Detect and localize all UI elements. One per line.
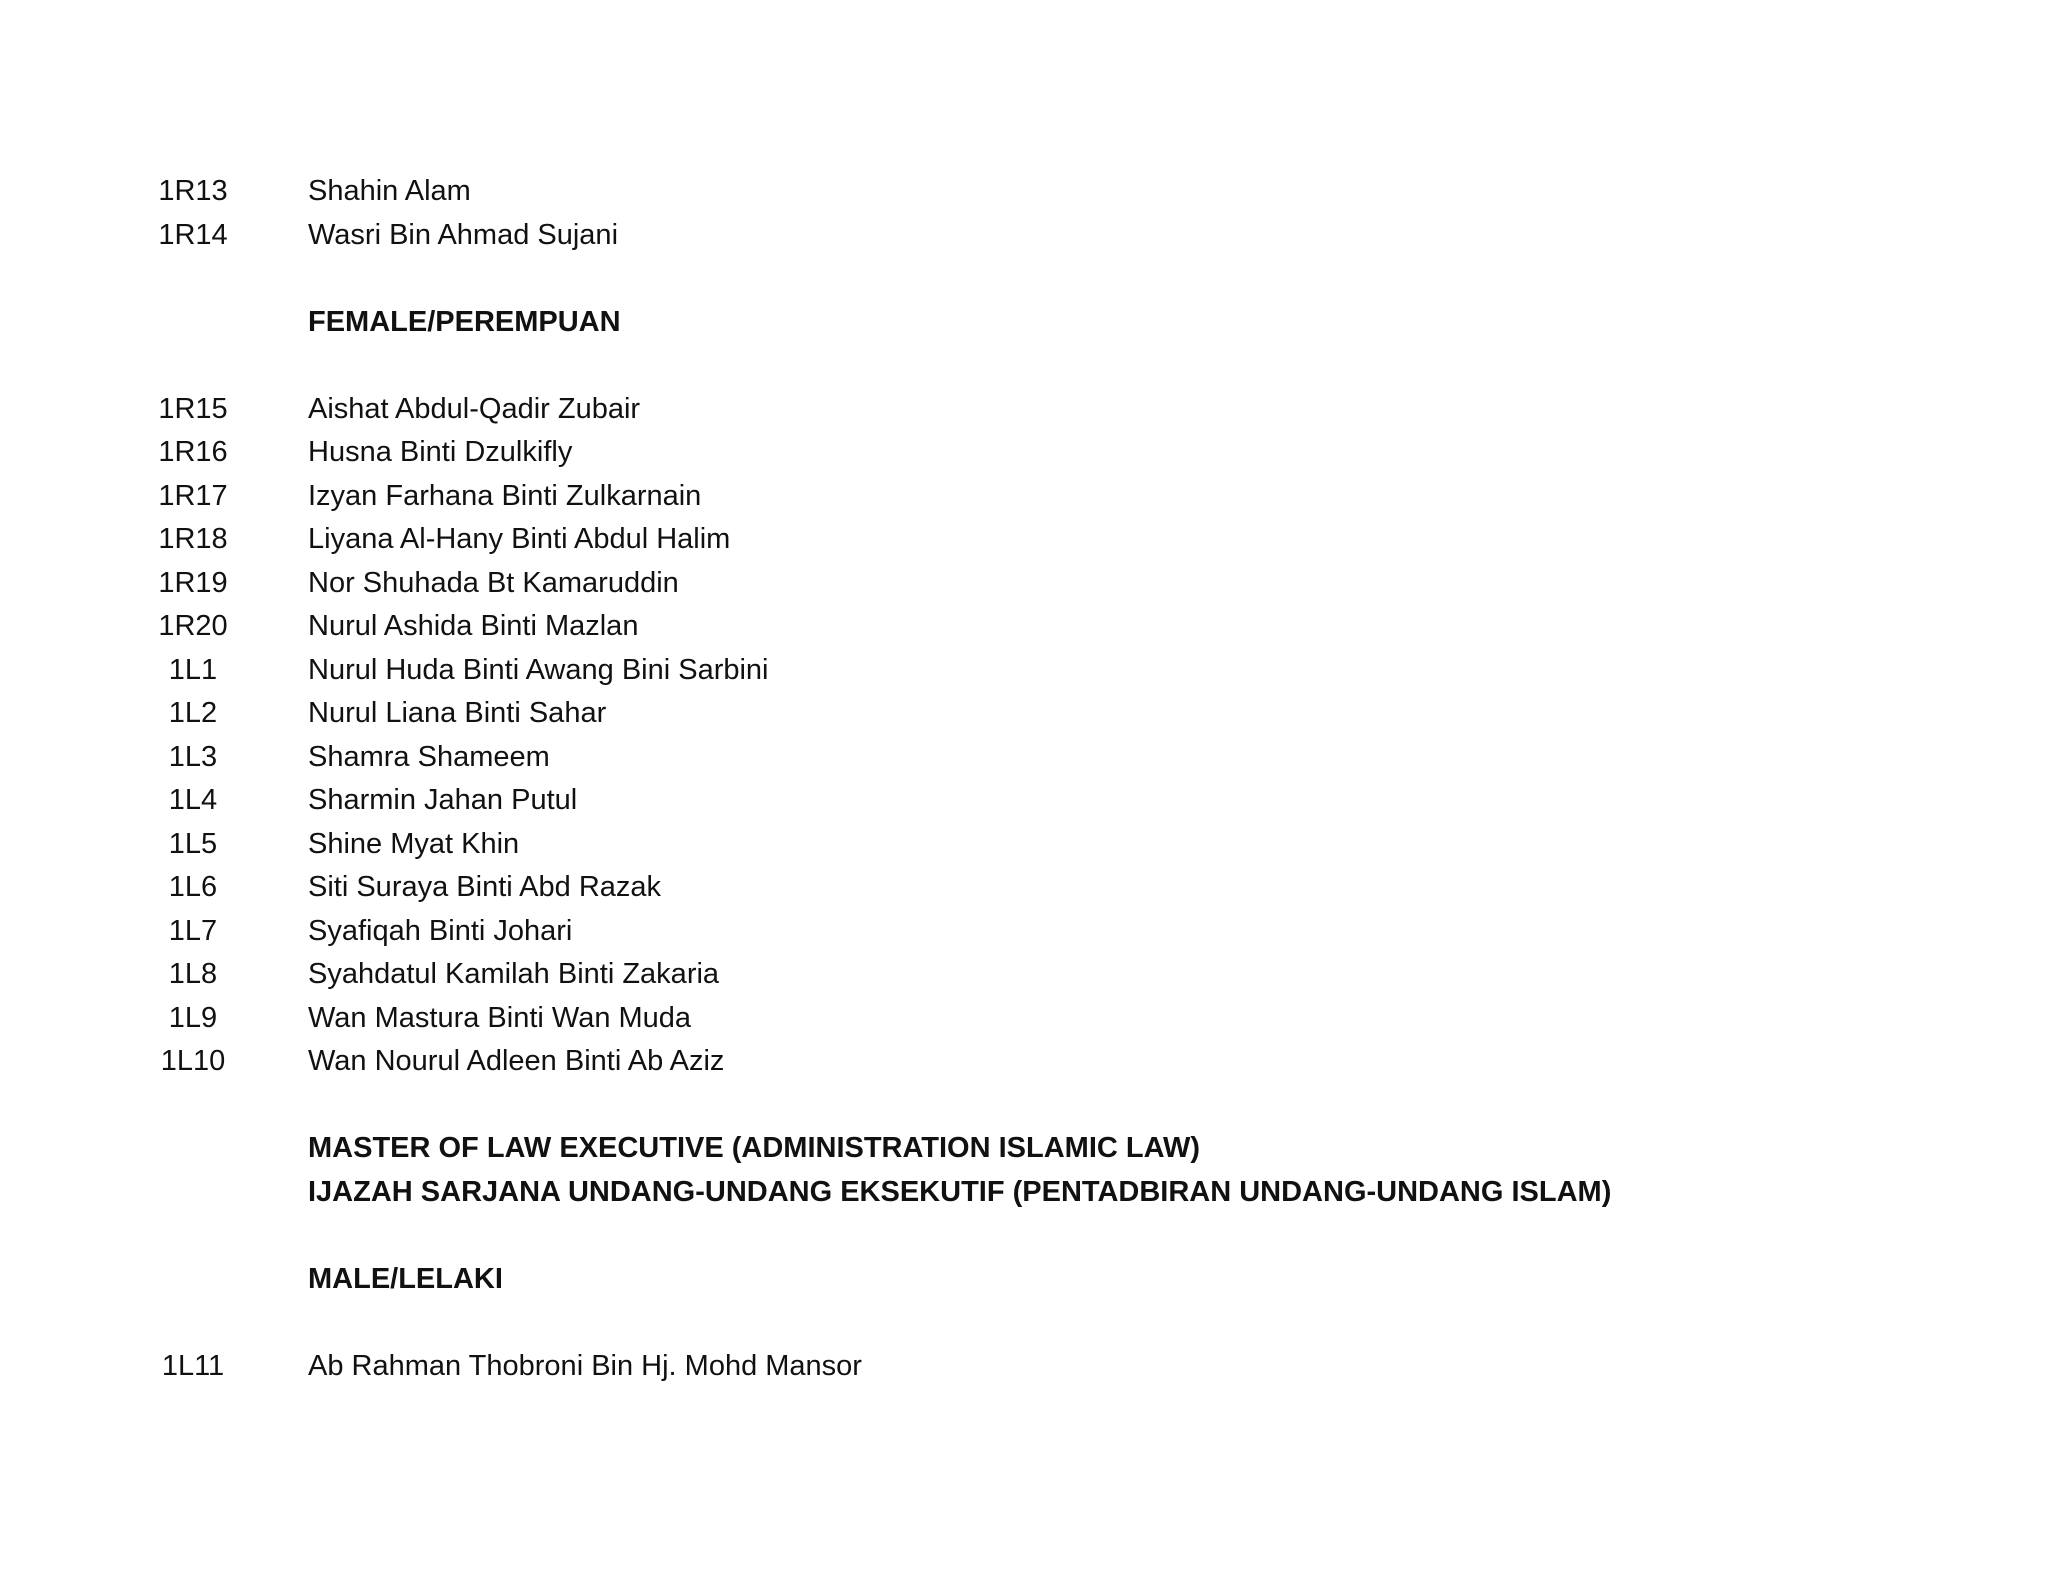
list-item bbox=[0, 605, 2048, 649]
entry-name: Wan Mastura Binti Wan Muda bbox=[308, 1001, 692, 1034]
list-item bbox=[0, 518, 2048, 562]
entry-name: Ab Rahman Thobroni Bin Hj. Mohd Mansor bbox=[308, 1349, 862, 1382]
male-heading-text: MALE/LELAKI bbox=[308, 1262, 503, 1295]
list-item bbox=[0, 1040, 2048, 1084]
entry-name: Wasri Bin Ahmad Sujani bbox=[308, 218, 619, 251]
entry-code: 1L11 bbox=[161, 1349, 225, 1382]
entry-name: Syafiqah Binti Johari bbox=[308, 914, 573, 947]
entry-name: Shahin Alam bbox=[308, 175, 471, 207]
program-title-en bbox=[0, 1127, 2048, 1171]
entry-code: 1L1 bbox=[168, 653, 218, 686]
entry-name: Syahdatul Kamilah Binti Zakaria bbox=[308, 958, 720, 990]
list-item bbox=[0, 953, 2048, 997]
entry-name: Nurul Huda Binti Awang Bini Sarbini bbox=[308, 653, 769, 686]
entry-code: 1R19 bbox=[158, 566, 228, 599]
entry-code: 1R14 bbox=[158, 218, 228, 251]
entry-name: Husna Binti Dzulkifly bbox=[308, 436, 573, 468]
entry-code: 1R20 bbox=[158, 610, 228, 642]
entry-name: Izyan Farhana Binti Zulkarnain bbox=[308, 479, 702, 512]
spacer bbox=[0, 1214, 2048, 1258]
entry-code: 1L8 bbox=[168, 958, 218, 990]
list-item bbox=[0, 214, 2048, 258]
male-heading bbox=[0, 1258, 2048, 1302]
list-item bbox=[0, 431, 2048, 475]
female-heading bbox=[0, 301, 2048, 345]
list-item bbox=[0, 649, 2048, 693]
list-item bbox=[0, 779, 2048, 823]
list-item bbox=[0, 388, 2048, 432]
entry-code: 1L3 bbox=[168, 740, 218, 773]
entry-name: Nurul Liana Binti Sahar bbox=[308, 697, 607, 729]
entry-name: Sharmin Jahan Putul bbox=[308, 784, 578, 816]
spacer bbox=[0, 1301, 2048, 1345]
entry-code: 1L4 bbox=[168, 784, 218, 816]
entry-code: 1L10 bbox=[160, 1045, 226, 1077]
entry-code: 1R17 bbox=[158, 479, 228, 512]
entry-name: Wan Nourul Adleen Binti Ab Aziz bbox=[308, 1045, 725, 1077]
entry-code: 1R16 bbox=[158, 436, 228, 468]
female-heading-text: FEMALE/PEREMPUAN bbox=[308, 305, 621, 338]
entry-code: 1L7 bbox=[168, 914, 218, 947]
program-title-ms bbox=[0, 1171, 2048, 1215]
list-item bbox=[0, 562, 2048, 606]
list-item bbox=[0, 170, 2048, 214]
entry-name: Siti Suraya Binti Abd Razak bbox=[308, 871, 662, 903]
spacer bbox=[0, 344, 2048, 388]
entry-name: Shine Myat Khin bbox=[308, 827, 520, 860]
list-item bbox=[0, 997, 2048, 1041]
list-item bbox=[0, 823, 2048, 867]
list-item bbox=[0, 1345, 2048, 1389]
entry-code: 1L9 bbox=[168, 1001, 218, 1034]
list-item bbox=[0, 866, 2048, 910]
entry-name: Shamra Shameem bbox=[308, 740, 550, 773]
list-item bbox=[0, 910, 2048, 954]
entry-code: 1L5 bbox=[168, 827, 218, 860]
list-item bbox=[0, 736, 2048, 780]
list-item bbox=[0, 475, 2048, 519]
entry-code: 1L6 bbox=[168, 871, 218, 903]
entry-code: 1R18 bbox=[158, 523, 228, 555]
entry-name: Liyana Al-Hany Binti Abdul Halim bbox=[308, 523, 731, 555]
list-item bbox=[0, 692, 2048, 736]
program-title-en-text: MASTER OF LAW EXECUTIVE (ADMINISTRATION ISLAMIC LAW) bbox=[308, 1132, 1200, 1164]
spacer bbox=[0, 1084, 2048, 1128]
entry-code: 1L2 bbox=[168, 697, 218, 729]
spacer bbox=[0, 257, 2048, 301]
entry-code: 1R13 bbox=[158, 175, 228, 207]
entry-code: 1R15 bbox=[158, 392, 228, 425]
program-title-ms-text: IJAZAH SARJANA UNDANG-UNDANG EKSEKUTIF (PENTADBIRAN UNDANG-UNDANG ISLAM) bbox=[308, 1175, 1612, 1208]
entry-name: Nor Shuhada Bt Kamaruddin bbox=[308, 566, 679, 599]
graduate-list bbox=[0, 170, 2048, 1388]
entry-name: Nurul Ashida Binti Mazlan bbox=[308, 610, 639, 642]
entry-name: Aishat Abdul-Qadir Zubair bbox=[308, 392, 641, 425]
